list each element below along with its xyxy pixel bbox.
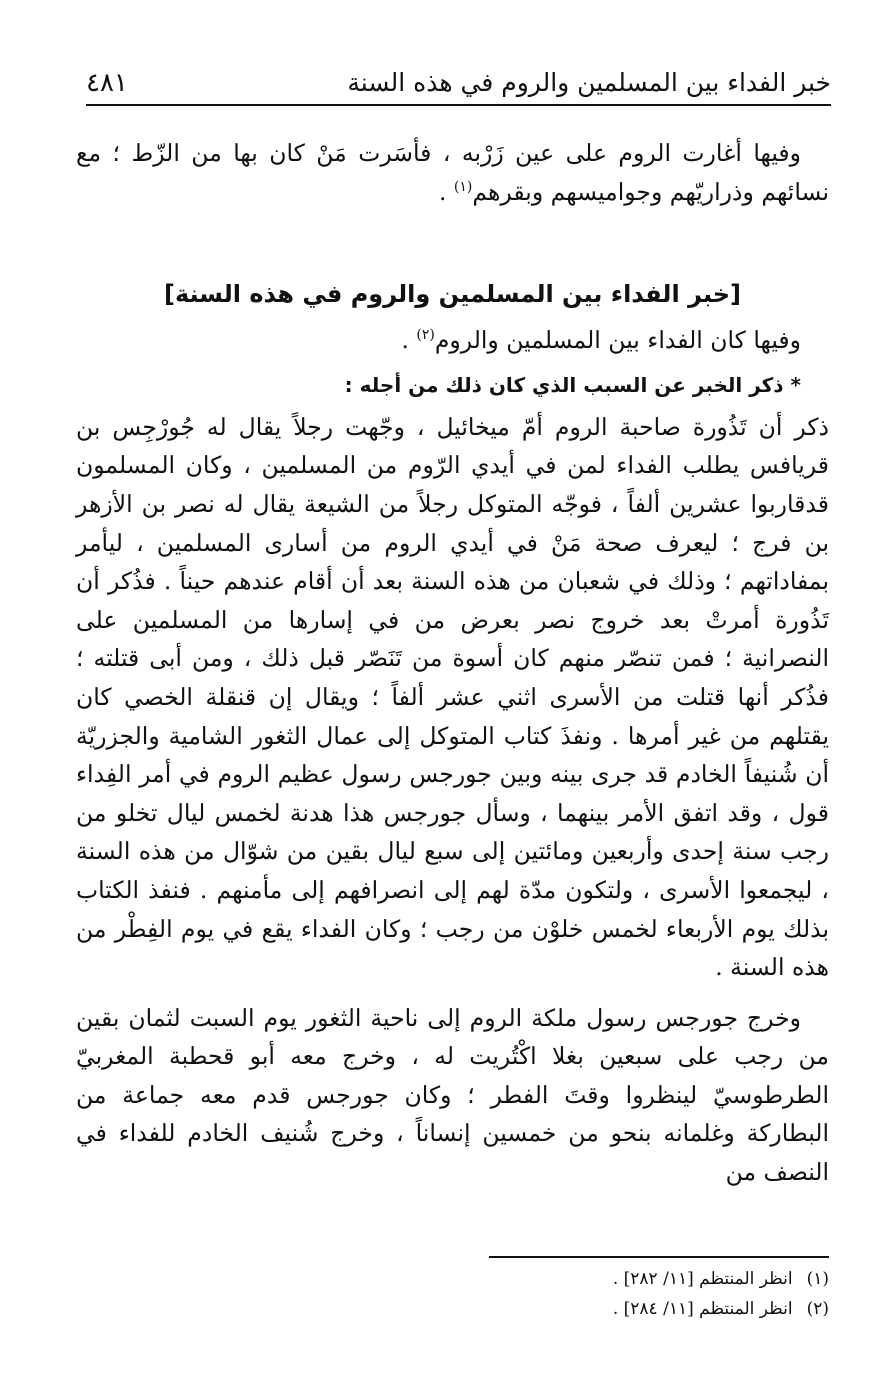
ransom-end: . — [401, 326, 417, 355]
footnote-ref-2[interactable]: (٢) — [416, 327, 435, 344]
intro-line-2: وذراريّهم وجواميسهم وبقرهم — [472, 177, 754, 206]
intro-paragraph — [76, 134, 829, 211]
paragraph-2: وخرج جورجس رسول ملكة الروم إلى ناحية الثغور يوم السبت لثمان بقين من رجب على سبعين بغلا اكْتُريت له ، وخرج معه أبو قحطبة المغربيّ الطرطوسيّ لينظروا وقتَ الفطر ؛ وكان جورجس قدم معه جماعة من البطاركة وغلمانه بنحو من خمسين إنساناً ، وخرج شُنيف الخادم للفداء في النصف من — [76, 1003, 829, 1187]
footnote-ref-1[interactable]: (١) — [453, 178, 473, 195]
intro-end: . — [438, 177, 454, 206]
footnote-number: (١) — [806, 1269, 829, 1289]
footnote-1 — [76, 1264, 829, 1294]
footnotes — [76, 1264, 829, 1324]
page-body — [76, 134, 829, 1192]
footnote-number: (٢) — [806, 1299, 829, 1319]
ransom-text: وفيها كان الفداء بين المسلمين والروم — [434, 326, 801, 355]
footnote-2 — [76, 1294, 829, 1324]
footnote-text: انظر المنتظم [١١/ ٢٨٢] . — [612, 1269, 793, 1289]
section-heading: [خبر الفداء بين المسلمين والروم في هذه السنة] — [163, 280, 742, 309]
footnote-text: انظر المنتظم [١١/ ٢٨٤] . — [612, 1299, 793, 1319]
paragraph-1: ذكر أن تَذُورة صاحبة الروم أمّ ميخائيل ، وجّهت رجلاً يقال له جُورْجِس بن قريافس يطلب الفداء لمن في أيدي الرّوم من المسلمين ، وكان المسلمون قدقاربوا عشرين ألفاً ، فوجّه المتوكل رجلاً من الشيعة يقال له نصر بن الأزهر بن فرج ؛ ليعرف صحة مَنْ في أيدي الروم من أسارى المسلمين ، ليأمر بمفاداتهم ؛ وذلك في شعبان من هذه السنة بعد أن أقام عندهم حيناً . فذُكر أن تَذُورة أمرتْ بعد خروج نصر بعرض من في إسارها من المسلمين على النصرانية ؛ فمن تنصّر منهم كان أسوة من تَنَصّر قبل ذلك ، ومن أبى قتلته ؛ فذُكر أنها قتلت من الأسرى اثني عشر ألفاً ؛ ويقال إن قنقلة الخصي كان يقتلهم من غير أمرها . ونفذَ كتاب المتوكل إلى عمال الثغور الشامية والجزريّة أن شُنيفاً الخادم قد جرى بينه وبين جورجس رسول عظيم الروم في أمر الفِداء قول ، وقد اتفق الأمر بينهما ، وسأل جورجس هذا هدنة لخمس ليال تخلو من رجب سنة إحدى وأربعين ومائتين إلى سبع ليال بقين من شوّال من هذه السنة ، ليجمعوا الأسرى ، ولتكون مدّة لهم إلى انصرافهم إلى مأمنهم . فنفذ الكتاب بذلك يوم الأربعاء لخمس خلوْن من رجب ؛ وكان الفداء يقع في يوم الفِطْر من هذه السنة . — [76, 412, 829, 982]
page-header — [86, 62, 831, 106]
ransom-sentence — [76, 321, 829, 360]
page-number: ٤٨١ — [86, 68, 128, 98]
intro-line-1: وفيها أغارت الروم على عين زَرْبه ، فأسَرت مَنْ كان بها من الزّط ؛ مع نسائهم — [76, 139, 829, 206]
running-title: خبر الفداء بين المسلمين والروم في هذه السنة — [347, 68, 831, 97]
subheading: * ذكر الخبر عن السبب الذي كان ذلك من أجله : — [344, 372, 801, 397]
footnote-divider — [489, 1256, 829, 1258]
